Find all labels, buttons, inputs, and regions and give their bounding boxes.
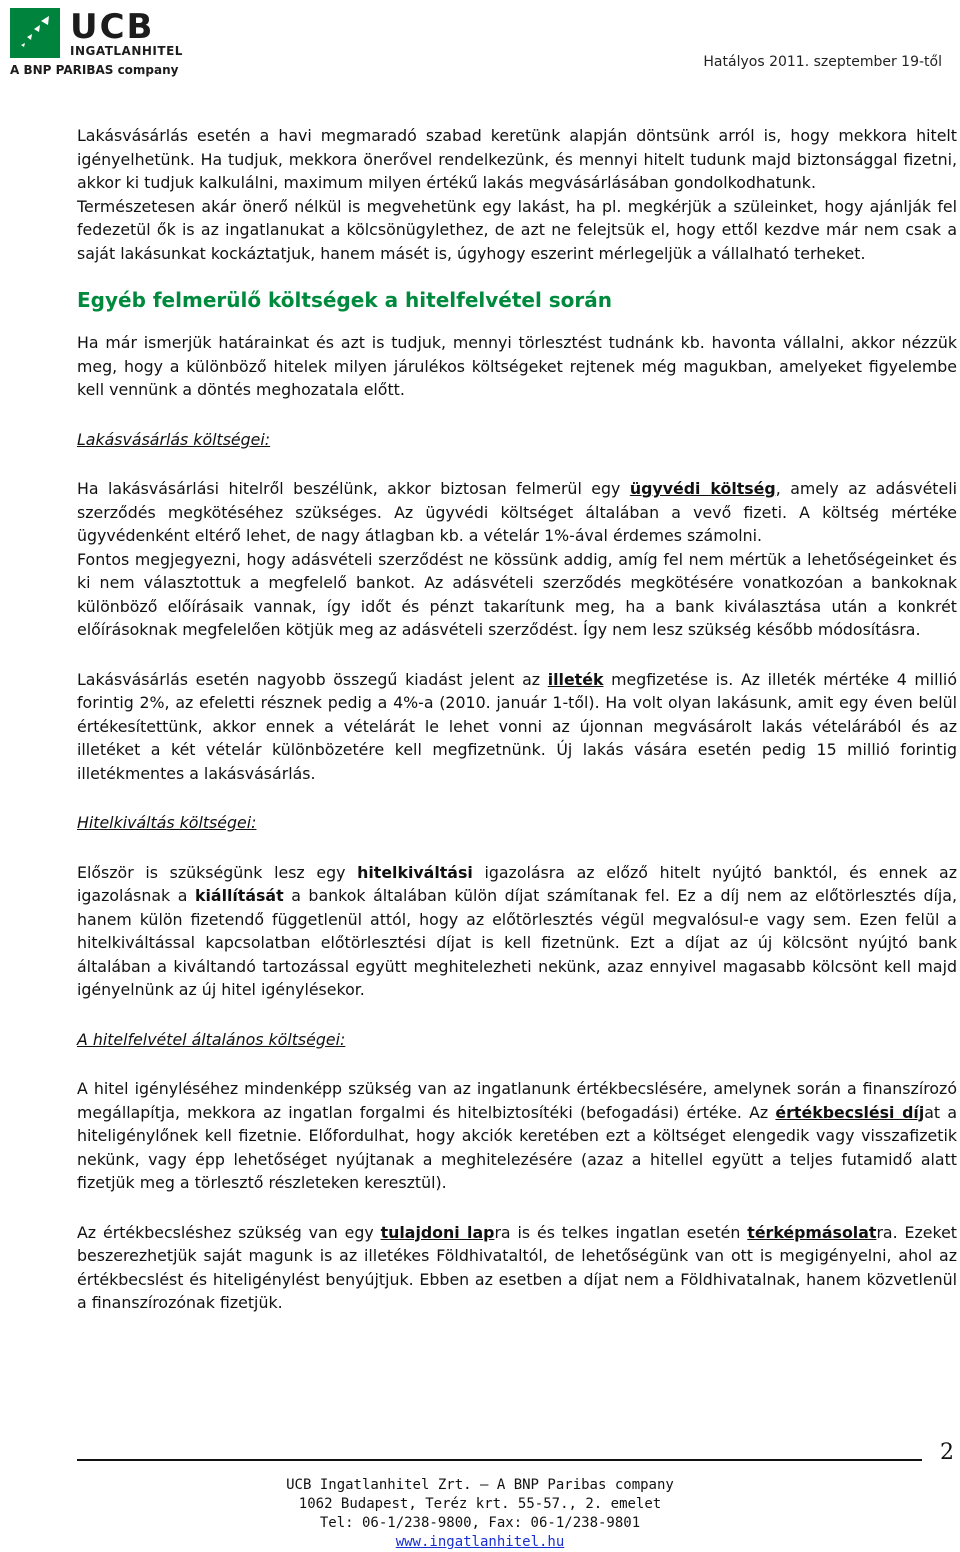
text-span: Lakásvásárlás esetén nagyobb összegű kiadást jelent az bbox=[77, 669, 548, 689]
text-span: Az értékbecsléshez szükség van egy bbox=[77, 1222, 381, 1242]
emphasis-duty: illeték bbox=[547, 669, 604, 689]
emphasis-valuation-fee: értékbecslési díj bbox=[775, 1102, 925, 1122]
paragraph-valuation bbox=[77, 1077, 957, 1195]
subheading-text: Lakásvásárlás költségei: bbox=[77, 429, 271, 449]
paragraph-contract-advice: Fontos megjegyezni, hogy adásvételi szerződést ne kössünk addig, amíg fel nem mértük a lehetőségeinket és ki nem választottuk a megfelelő bankot. Az adásvételi szerződés megkötésére vonatkozóan a bankoknak különböző előírásaik vannak, így időt és pénzt takarítunk meg, ha a bank kiválasztása után a konkrét előírásoknak megfelelően kötjük meg az adásvételi szerződést. Így nem lesz szükség később módosításra. bbox=[77, 549, 957, 639]
text-span: a bankok általában külön díjat számítanak fel. Ez a díj nem az előtörlesztés díja, hanem külön fizetendő függetlenül attól, hogy az előtörlesztés végül megvalósul-e vagy sem. Ezen felül a hitelkiváltással kapcsolatban előtörlesztési díjat is kell fizetnünk. Ezt a díjat az új kölcsönt nyújtó bank általában a kiváltandó tartozással együtt meghitelezheti nekünk, azaz ennyivel magasabb kölcsönt kell majd igényelnünk az új hitel igénylésekor. bbox=[77, 886, 957, 999]
section-heading: Egyéb felmerülő költségek a hitelfelvétel során bbox=[77, 288, 613, 312]
paragraph-refinancing bbox=[77, 861, 957, 1002]
text-span: megfizetése is. Az illeték mértéke 4 millió forintig 2%, az efeletti résznek pedig a 4%-a (2010. január 1-től). Ha volt olyan lakásunk, amit egy éven belül értékesítettünk, akkor ennek a vételárát le lehet vonni az újonnan megvásárolt lakás vételárából és az illetéket a két vételár különbözetére kell megfizetnünk. Új lakás vására esetén pedig 15 millió forintig illetékmentes a lakásvásárlás. bbox=[77, 669, 957, 783]
logo-subtitle: INGATLANHITEL bbox=[70, 44, 183, 58]
paragraph-lawyer-fee bbox=[77, 477, 957, 548]
emphasis-map-copy: térképmásolat bbox=[747, 1222, 877, 1242]
subheading-general-costs bbox=[77, 1028, 957, 1052]
paragraph-no-downpayment: Természetesen akár önerő nélkül is megvehetünk egy lakást, ha pl. megkérjük a szüleinket, hogy ajánlják fel fedezetül ők is az ingatlanukat a kölcsönügylethez, de azt ne felejtsük el, hogy ettől kezdve már nem csak a saját lakásunkat kockáztatjuk, hanem másét is, úgyhogy eszerint mérlegeljük a vállalható terheket. bbox=[77, 196, 957, 263]
text-span: , amely az adásvételi szerződés megkötéséhez szükséges. Az ügyvédi költséget általában a vevő fizeti. A költség mértéke ügyvédenként eltérő lehet, de nagy átlagban kb. a vételár 1%-ával érdemes számolni. bbox=[77, 479, 957, 545]
subheading-purchase-costs bbox=[77, 428, 957, 452]
paragraph-land-registry bbox=[77, 1221, 957, 1315]
logo-group-text: A BNP PARIBAS company bbox=[10, 63, 179, 77]
bnp-stars-icon bbox=[10, 8, 60, 58]
logo-brand-text: UCB bbox=[70, 7, 155, 47]
footer bbox=[0, 1476, 960, 1552]
subheading-refinancing-costs bbox=[77, 811, 957, 835]
paragraph-additional-costs: Ha már ismerjük határainkat és azt is tudjuk, mennyi törlesztést tudnánk kb. havonta vállalni, akkor nézzük meg, hogy a különböző hitelek milyen járulékos költségeket rejtenek még magukban, amelyeket figyelembe kell vennünk a döntés meghozatala előtt. bbox=[77, 333, 957, 399]
text-span: ra is és telkes ingatlan esetén bbox=[494, 1222, 748, 1242]
emphasis-title-deed: tulajdoni lap bbox=[380, 1222, 495, 1242]
footer-contact: Tel: 06-1/238-9800, Fax: 06-1/238-9801 bbox=[319, 1515, 641, 1531]
text-span: A hitel igényléséhez mindenképp szükség van az ingatlanunk értékbecslésére, amelynek során a finanszírozó megállapítja, mekkora az ingatlan forgalmi és hitelbiztosítéki (befogadási) értéke. Az bbox=[77, 1079, 957, 1122]
footer-company: UCB Ingatlanhitel Zrt. – A BNP Paribas company bbox=[286, 1477, 674, 1493]
emphasis-lawyer-fee: ügyvédi költség bbox=[629, 479, 776, 498]
footer-divider bbox=[77, 1459, 922, 1461]
page-number: 2 bbox=[940, 1440, 954, 1465]
subheading-text: A hitelfelvétel általános költségei: bbox=[77, 1029, 346, 1049]
text-span: ra. Ezeket beszerezhetjük saját magunk is az illetékes Földhivataltól, de lehetőségünk van ott is megigényelni, ahol az értékbecslést és hiteligénylést benyújtjuk. Ebben az esetben a díjat nem a Földhivatalnak, hanem közvetlenül a finanszírozónak fizetjük. bbox=[77, 1222, 958, 1312]
company-logo bbox=[10, 7, 183, 78]
document-body bbox=[77, 124, 957, 1315]
footer-address: 1062 Budapest, Teréz krt. 55-57., 2. emelet bbox=[298, 1496, 662, 1512]
effective-date: Hatályos 2011. szeptember 19-től bbox=[703, 54, 942, 70]
emphasis-refinancing: hitelkiváltási bbox=[357, 862, 473, 882]
text-span: Ha lakásvásárlási hitelről beszélünk, akkor biztosan felmerül egy bbox=[77, 479, 630, 498]
text-span: Először is szükségünk lesz egy bbox=[77, 862, 358, 882]
text-span: igazolásra az előző hitelt nyújtó banktól, és ennek az igazolásnak a bbox=[77, 862, 958, 905]
emphasis-issuing: kiállítását bbox=[194, 886, 284, 905]
footer-website-link[interactable]: www.ingatlanhitel.hu bbox=[395, 1534, 565, 1550]
paragraph-duty bbox=[77, 668, 957, 786]
subheading-text: Hitelkiváltás költségei: bbox=[77, 813, 257, 832]
paragraph-intro: Lakásvásárlás esetén a havi megmaradó szabad keretünk alapján döntsünk arról is, hogy mekkora hitelt igényelhetünk. Ha tudjuk, mekkora önerővel rendelkezünk, és mennyi hitelt tudunk majd biztonsággal fizetni, akkor ki tudjuk kalkulálni, maximum milyen értékű lakás megvásárlásában gondolkodhatunk. bbox=[77, 126, 957, 192]
text-span: at a hiteligénylőnek kell fizetnie. Előfordulhat, hogy akciók keretében ezt a költséget elengedik vagy visszafizetik nekünk, vagy épp lehetőséget nyújtanak a meghitelezésére (azaz a hitellel együtt a teljes futamidő alatt fizetjük meg a törlesztő részleteken keresztül). bbox=[77, 1102, 957, 1192]
